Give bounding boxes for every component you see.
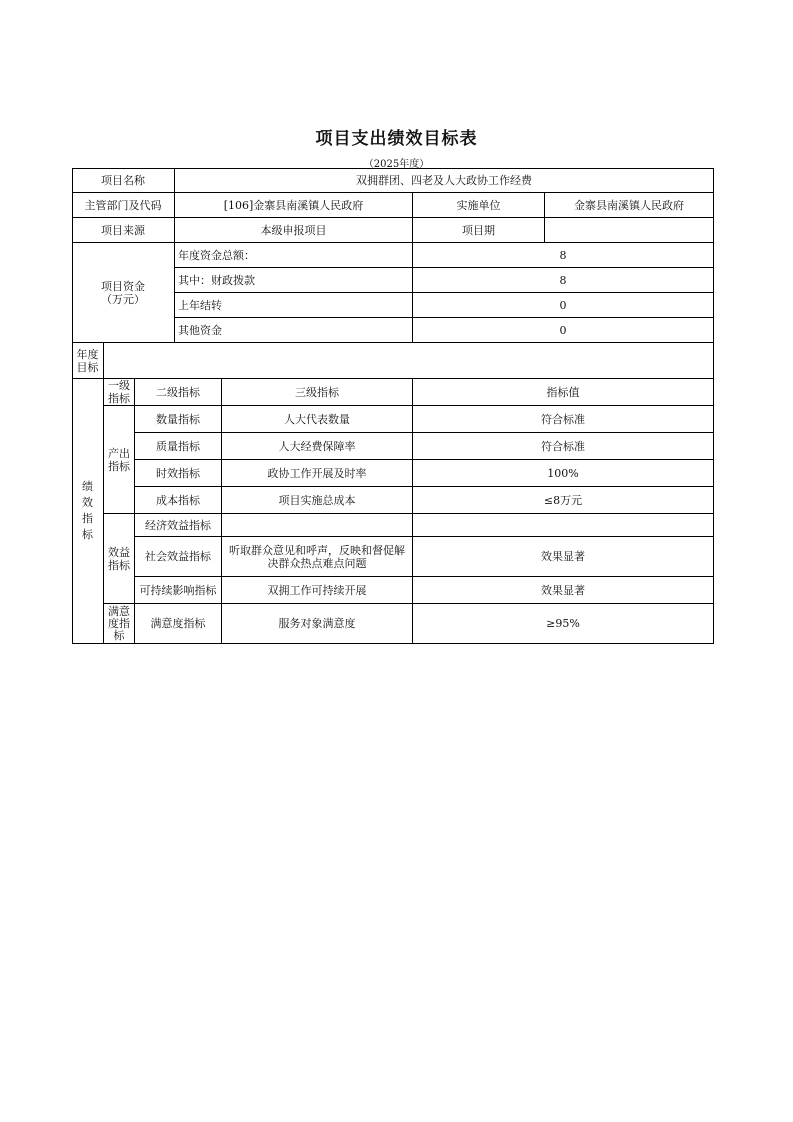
row-economic-value <box>413 514 714 537</box>
annual-goal-value <box>104 343 714 379</box>
row-economic-l2: 经济效益指标 <box>135 514 222 537</box>
row-social-l3: 听取群众意见和呼声，反映和督促解决群众热点难点问题 <box>222 537 413 577</box>
dept-label: 主管部门及代码 <box>72 193 175 218</box>
row-social-l2: 社会效益指标 <box>135 537 222 577</box>
period-label: 项目期 <box>413 218 545 243</box>
funds-total-value: 8 <box>413 243 714 268</box>
row-cost-l2: 成本指标 <box>135 487 222 514</box>
source-label: 项目来源 <box>72 218 175 243</box>
header-level1: 一级指标 <box>104 379 135 406</box>
output-indicator-label: 产出指标 <box>104 406 135 514</box>
funds-other-label: 其他资金 <box>175 318 413 343</box>
annual-goal-label: 年度目标 <box>72 343 104 379</box>
row-economic-l3 <box>222 514 413 537</box>
page-title: 项目支出绩效目标表 <box>315 129 478 149</box>
row-quality-value: 符合标准 <box>413 433 714 460</box>
row-satisfaction-l2: 满意度指标 <box>135 604 222 644</box>
funds-label: 项目资金 <box>101 279 145 293</box>
project-name-value: 双拥群团、四老及人大政协工作经费 <box>175 168 714 193</box>
row-timeliness-value: 100% <box>413 460 714 487</box>
funds-fiscal-label: 其中：财政拨款 <box>175 268 413 293</box>
row-satisfaction-l3: 服务对象满意度 <box>222 604 413 644</box>
funds-unit: （万元） <box>101 292 145 306</box>
row-social-value: 效果显著 <box>413 537 714 577</box>
source-value: 本级申报项目 <box>175 218 413 243</box>
impl-label: 实施单位 <box>413 193 545 218</box>
funds-carryover-label: 上年结转 <box>175 293 413 318</box>
funds-fiscal-value: 8 <box>413 268 714 293</box>
funds-carryover-value: 0 <box>413 293 714 318</box>
page-subtitle: （2025年度） <box>363 159 430 170</box>
header-level3: 三级指标 <box>222 379 413 406</box>
funds-label-cell <box>72 243 175 343</box>
row-sustainable-l3: 双拥工作可持续开展 <box>222 577 413 604</box>
row-quantity-l3: 人大代表数量 <box>222 406 413 433</box>
funds-other-value: 0 <box>413 318 714 343</box>
impl-value: 金寨县南溪镇人民政府 <box>545 193 714 218</box>
satisfaction-indicator-label: 满意度指标 <box>104 604 135 644</box>
dept-value: [106]金寨县南溪镇人民政府 <box>175 193 413 218</box>
project-name-label: 项目名称 <box>72 168 175 193</box>
row-sustainable-value: 效果显著 <box>413 577 714 604</box>
benefit-indicator-label: 效益指标 <box>104 514 135 604</box>
performance-table <box>72 168 714 644</box>
row-quantity-l2: 数量指标 <box>135 406 222 433</box>
row-cost-value: ≤8万元 <box>413 487 714 514</box>
funds-total-label: 年度资金总额： <box>175 243 413 268</box>
row-quantity-value: 符合标准 <box>413 406 714 433</box>
header-level2: 二级指标 <box>135 379 222 406</box>
row-quality-l3: 人大经费保障率 <box>222 433 413 460</box>
row-satisfaction-value: ≥95% <box>413 604 714 644</box>
header-value: 指标值 <box>413 379 714 406</box>
period-value <box>545 218 714 243</box>
row-timeliness-l2: 时效指标 <box>135 460 222 487</box>
row-timeliness-l3: 政协工作开展及时率 <box>222 460 413 487</box>
row-sustainable-l2: 可持续影响指标 <box>135 577 222 604</box>
perf-label: 绩效指标 <box>72 379 104 644</box>
row-quality-l2: 质量指标 <box>135 433 222 460</box>
row-cost-l3: 项目实施总成本 <box>222 487 413 514</box>
